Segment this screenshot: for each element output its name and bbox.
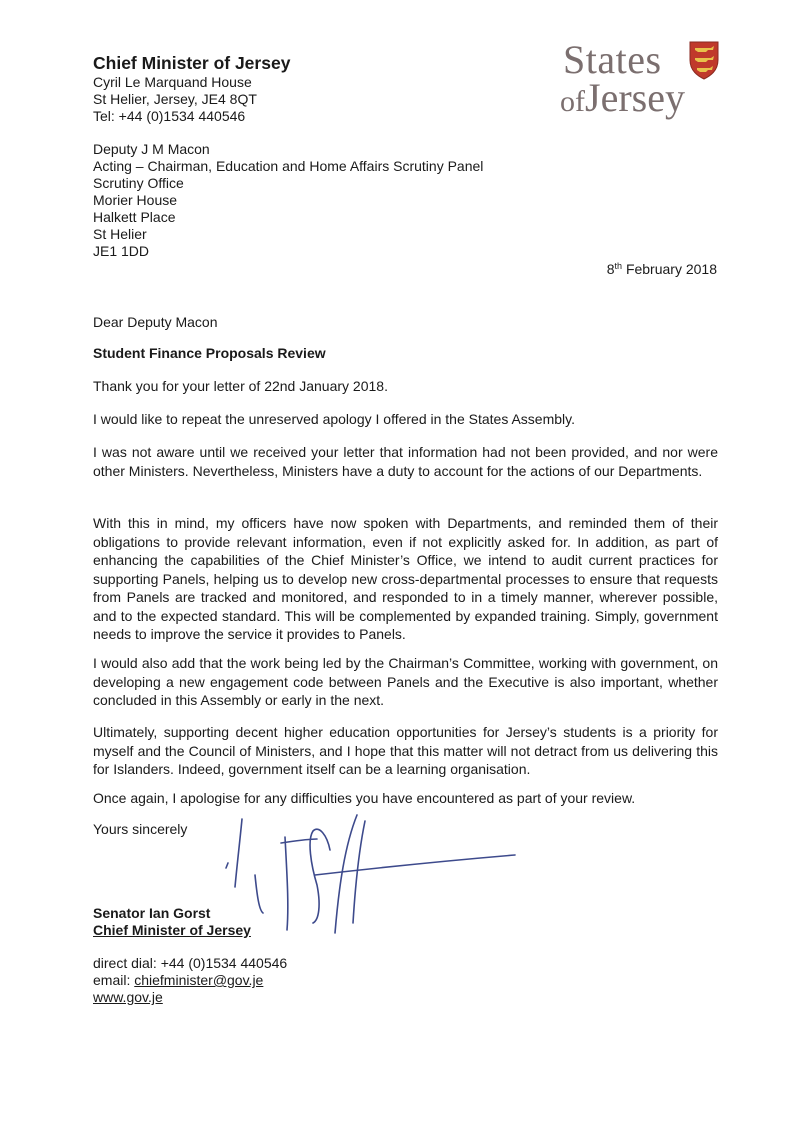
- recipient-line: Acting – Chairman, Education and Home Affairs Scrutiny Panel: [93, 158, 484, 174]
- body-paragraph: I was not aware until we received your letter that information had not been provided, and nor were other Ministers. Nevertheless, Ministers have a duty to account for the actions of our Departments.: [93, 444, 718, 479]
- date-month-year: February 2018: [625, 261, 717, 277]
- three-lions-crest-icon: [688, 40, 720, 80]
- sender-telephone: Tel: +44 (0)1534 440546: [93, 108, 246, 124]
- signatory-block: [93, 905, 251, 939]
- date-suffix: th: [614, 261, 623, 271]
- sender-address-line: Cyril Le Marquand House: [93, 74, 252, 90]
- sender-block: [93, 53, 290, 125]
- closing: Yours sincerely: [93, 821, 188, 837]
- recipient-line: Halkett Place: [93, 209, 176, 225]
- recipient-address-block: [93, 141, 483, 260]
- sender-name: Chief Minister of Jersey: [93, 53, 291, 73]
- contact-block: [93, 955, 287, 1006]
- sender-address-line: St Helier, Jersey, JE4 8QT: [93, 91, 257, 107]
- date-day: 8: [606, 261, 615, 277]
- email-link[interactable]: chiefminister@gov.je: [134, 972, 264, 988]
- salutation: Dear Deputy Macon: [93, 314, 218, 330]
- direct-dial: direct dial: +44 (0)1534 440546: [93, 955, 288, 971]
- logo-main: Jersey: [585, 75, 685, 120]
- handwritten-signature: [215, 805, 535, 945]
- subject-line: Student Finance Proposals Review: [93, 345, 326, 361]
- states-of-jersey-logo: [560, 38, 720, 118]
- body-paragraph: Thank you for your letter of 22nd January 2018.: [93, 378, 388, 394]
- recipient-line: Deputy J M Macon: [93, 141, 210, 157]
- website-link[interactable]: www.gov.je: [93, 989, 163, 1005]
- logo-text-line2: [560, 75, 685, 122]
- logo-text-line1: States: [563, 37, 662, 82]
- logo-prefix: of: [560, 85, 585, 118]
- body-paragraph: Ultimately, supporting decent higher education opportunities for Jersey’s students is a priority for myself and the Council of Ministers, and I hope that this matter will not detract from us delivering this for Islanders. Indeed, government itself can be a learning organisation.: [93, 724, 718, 777]
- body-paragraph: With this in mind, my officers have now spoken with Departments, and reminded them of their obligations to provide relevant information, even if not explicitly asked for. In addition, as part of enhancing the capabilities of the Chief Minister’s Office, we intend to audit current practices for supporting Panels, helping us to develop new cross-departmental processes to ensure that requests from Panels are tracked and monitored, and responded to in a timely manner, wherever possible, and to the expected standard. This will be complemented by expanded training. Simply, government needs to improve the service it provides to Panels.: [93, 515, 718, 642]
- email-label: email:: [93, 972, 135, 988]
- body-paragraph: Once again, I apologise for any difficulties you have encountered as part of your review.: [93, 790, 636, 806]
- email-line: [93, 972, 287, 989]
- body-paragraph: I would like to repeat the unreserved apology I offered in the States Assembly.: [93, 411, 575, 427]
- recipient-line: Morier House: [93, 192, 178, 208]
- recipient-line: Scrutiny Office: [93, 175, 184, 191]
- body-paragraph: I would also add that the work being led by the Chairman’s Committee, working with government, on developing a new engagement code between Panels and the Executive is also important, whether concluded in this Assembly or early in the next.: [93, 655, 718, 708]
- signatory-title: Chief Minister of Jersey: [93, 922, 251, 938]
- letter-date: [607, 261, 717, 278]
- signatory-name: Senator Ian Gorst: [93, 905, 211, 921]
- recipient-line: St Helier: [93, 226, 147, 242]
- recipient-line: JE1 1DD: [93, 243, 150, 259]
